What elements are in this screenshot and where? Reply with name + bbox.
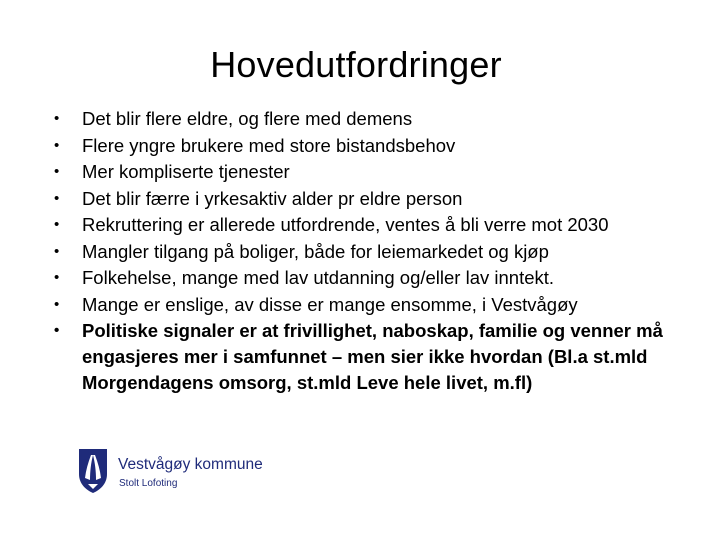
bullet-text: Flere yngre brukere med store bistandsbehov [82,134,456,156]
bullet-item [48,239,688,266]
bullet-item [48,292,688,319]
bullet-item [48,265,688,292]
bullet-text: Mangler tilgang på boliger, både for leiemarkedet og kjøp [82,240,549,262]
bullet-text: Mer kompliserte tjenester [82,161,290,182]
bullet-dot: • [54,189,60,207]
slide-title: Hovedutfordringer [210,44,502,85]
bullet-item [48,133,688,160]
coat-of-arms-icon [78,448,108,494]
bullet-dot: • [54,216,60,233]
bullet-dot: • [54,242,60,260]
bullet-text: Politiske signaler er at frivillighet, naboskap, familie og venner må engasjeres mer i samfunnet – men sier ikke hvordan (Bl.a st.mld Morgendagens omsorg, st.mld Leve hele livet, m.fl) [82,320,663,393]
bullet-text: Mange er enslige, av disse er mange ensomme, i Vestvågøy [82,293,578,315]
logo-name: Vestvågøy kommune [118,456,263,473]
bullet-item [48,159,688,186]
bullet-text: Rekruttering er allerede utfordrende, ventes å bli verre mot 2030 [82,214,609,235]
bullet-list [48,106,688,396]
bullet-dot: • [54,322,60,339]
bullet-text: Folkehelse, mange med lav utdanning og/eller lav inntekt. [82,267,555,288]
bullet-item [48,318,688,396]
bullet-item [48,212,688,239]
bullet-text: Det blir færre i yrkesaktiv alder pr eldre person [82,187,463,209]
bullet-dot: • [54,110,60,127]
bullet-dot: • [54,269,60,286]
logo-tagline: Stolt Lofoting [119,478,178,489]
bullet-dot: • [54,136,60,154]
bullet-dot: • [54,295,60,313]
bullet-text: Det blir flere eldre, og flere med demens [82,108,413,129]
bullet-dot: • [54,163,60,180]
bullet-item [48,106,688,133]
bullet-item [48,186,688,213]
municipality-logo [78,448,278,500]
